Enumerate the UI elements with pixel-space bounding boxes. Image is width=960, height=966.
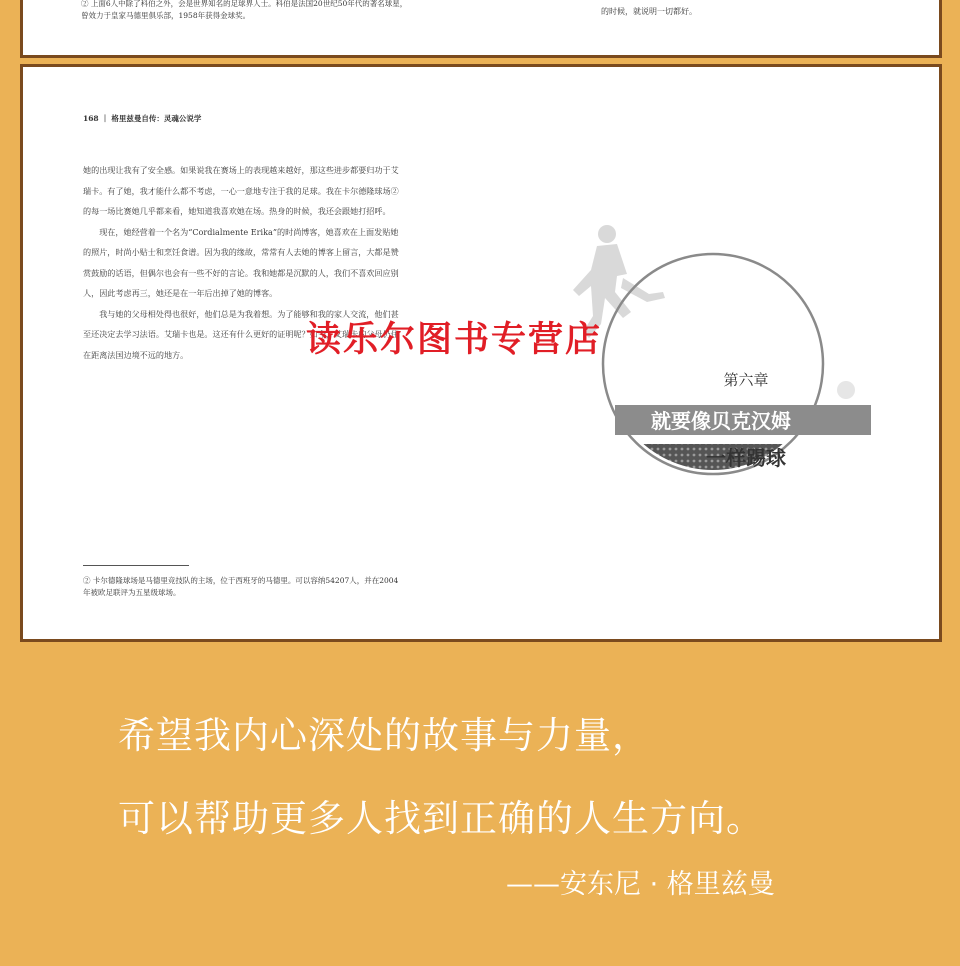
quote-attribution: ——安东尼 · 格里兹曼 [506,869,775,900]
running-header: 168 ｜ 格里兹曼自传：灵魂公说学 [83,114,202,123]
chapter-title-line1: 就要像贝克汉姆 [651,409,791,433]
ball-icon [837,381,855,399]
chapter-circle [603,254,823,474]
previous-page-strip [20,0,942,58]
quote-line-2: 可以帮助更多人找到正确的人生方向。 [118,797,764,840]
paragraph: 她的出现让我有了安全感。如果说我在赛场上的表现越来越好，那这些进步都要归功于艾瑞卡。有了她，我才能什么都不考虑，一心一意地专注于我的足球。我在卡尔德隆球场②的每一场比赛她几乎都来看，她知道我喜欢她在场。热身的时候，我还会跟她打招呼。 [83,165,399,216]
quote-line-1: 希望我内心深处的故事与力量， [118,714,650,757]
chapter-emblem [571,212,871,512]
chapter-number: 第六章 [723,371,769,389]
bottom-footnote: ② 卡尔德隆球场是马德里竞技队的主场，位于西班牙的马德里。可以容纳54207人，并在2004年被欧足联评为五星级球场。 [83,576,399,597]
paragraph: 我与她的父母相处得也很好，他们总是为我着想。为了能够和我的家人交流，他们甚至还决定去学习法语。艾瑞卡也是。这还有什么更好的证明呢？如今，艾瑞卡的父母仍住在距离法国边境不远的地方。 [83,308,399,360]
footnote-rule [83,565,189,566]
top-right-text: 的时候，就说明一切都好。 [601,7,697,16]
store-watermark: 读乐尔图书专营店 [306,319,603,360]
chapter-title-line2: 一样踢球 [706,446,786,470]
paragraph: 现在，她经营着一个名为“Cordialmente Erika”的时尚博客，她喜欢在上面发贴她的照片，时尚小贴士和烹饪食谱。因为我的缘故，常常有人去她的博客上留言，大都是赞赏鼓励的话语，但偶尔也会有一些不好的言论。我和她都是沉默的人，我们不喜欢回应别人，因此考虑再三，她还是在一年后出掉了她的博客。 [83,226,399,298]
top-footnote: ② 上面6人中除了科伯之外，会是世界知名的足球界人士。科伯是法国20世纪50年代的著名球星，曾效力于皇家马德里俱乐部，1958年获得金球奖。 [81,0,408,20]
